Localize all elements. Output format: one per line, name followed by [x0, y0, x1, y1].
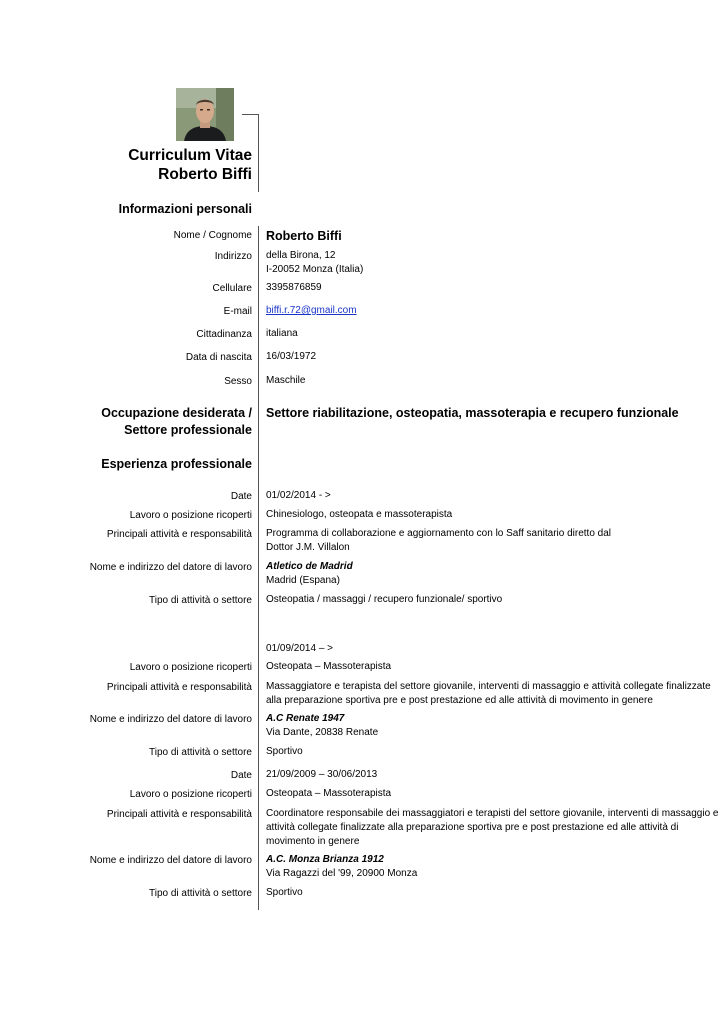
email-link[interactable]: biffi.r.72@gmail.com	[266, 305, 357, 316]
label-date: Date	[230, 770, 252, 781]
entry-position: Osteopata – Massoterapista	[266, 788, 392, 799]
entry-position: Chinesiologo, osteopata e massoterapista	[266, 509, 453, 520]
entry-employer-address: Via Ragazzi del '99, 20900 Monza	[266, 868, 418, 879]
entry-employer-name: A.C Renate 1947	[266, 713, 345, 724]
entry-type: Sportivo	[266, 746, 303, 757]
value-email	[266, 304, 357, 318]
entry-employer-name: Atletico de Madrid	[266, 561, 353, 572]
value-occupation: Settore riabilitazione, osteopatia, massoterapia e recupero funzionale	[266, 406, 679, 420]
label-position: Lavoro o posizione ricoperti	[129, 662, 252, 673]
label-name: Nome / Cognome	[173, 230, 252, 241]
section-experience: Esperienza professionale	[101, 457, 252, 471]
label-email: E-mail	[223, 306, 252, 317]
cv-name: Roberto Biffi	[158, 166, 252, 183]
label-activities: Principali attività e responsabilità	[106, 682, 252, 693]
value-phone: 3395876859	[266, 282, 322, 293]
label-occupation-line1: Occupazione desiderata /	[101, 406, 252, 420]
entry-date: 01/02/2014 - >	[266, 490, 331, 501]
entry-activities-line: Massaggiatore e terapista del settore giovanile, interventi di massaggio e attività collegate finalizzate	[266, 681, 711, 692]
entry-employer-address: Madrid (Espana)	[266, 575, 340, 586]
entry-type: Osteopatia / massaggi / recupero funzionale/ sportivo	[266, 594, 503, 605]
label-employer: Nome e indirizzo del datore di lavoro	[89, 855, 252, 866]
label-type: Tipo di attività o settore	[148, 595, 252, 606]
profile-photo	[176, 88, 234, 141]
label-citizenship: Cittadinanza	[196, 329, 252, 340]
label-type: Tipo di attività o settore	[148, 888, 252, 899]
label-type: Tipo di attività o settore	[148, 747, 252, 758]
label-position: Lavoro o posizione ricoperti	[129, 789, 252, 800]
label-phone: Cellulare	[212, 283, 252, 294]
label-employer: Nome e indirizzo del datore di lavoro	[89, 714, 252, 725]
entry-activities-line: Programma di collaborazione e aggiornamento con lo Saff sanitario diretto dal	[266, 528, 612, 539]
entry-date: 21/09/2009 – 30/06/2013	[266, 769, 378, 780]
entry-type: Sportivo	[266, 887, 303, 898]
entry-activities-line: Dottor J.M. Villalon	[266, 542, 350, 553]
label-address: Indirizzo	[214, 251, 252, 262]
entry-position: Osteopata – Massoterapista	[266, 661, 392, 672]
label-position: Lavoro o posizione ricoperti	[129, 510, 252, 521]
label-birth-date: Data di nascita	[185, 352, 252, 363]
value-name: Roberto Biffi	[266, 229, 342, 243]
label-sex: Sesso	[224, 376, 252, 387]
label-activities: Principali attività e responsabilità	[106, 809, 252, 820]
value-birth-date: 16/03/1972	[266, 351, 317, 362]
entry-activities-line: alla preparazione sportiva pre e post prestazione ed alle attività di movimento in genere	[266, 695, 653, 706]
value-address-line2: I-20052 Monza (Italia)	[266, 264, 364, 275]
person-portrait-icon	[176, 88, 234, 141]
label-activities: Principali attività e responsabilità	[106, 529, 252, 540]
label-employer: Nome e indirizzo del datore di lavoro	[89, 562, 252, 573]
entry-date: 01/09/2014 – >	[266, 643, 334, 654]
vertical-divider-main	[258, 226, 259, 910]
entry-activities-line: movimento in genere	[266, 836, 360, 847]
entry-activities-line: Coordinatore responsabile dei massaggiatori e terapisti del settore giovanile, interventi di massaggio e	[266, 808, 719, 819]
label-date: Date	[230, 491, 252, 502]
corner-divider	[242, 114, 258, 115]
section-personal-info: Informazioni personali	[118, 202, 252, 216]
entry-activities-line: attività collegate finalizzate alla preparazione sportiva pre e post prestazione ed alle attività di	[266, 822, 679, 833]
value-sex: Maschile	[266, 375, 306, 386]
value-address-line1: della Birona, 12	[266, 250, 336, 261]
entry-employer-name: A.C. Monza Brianza 1912	[266, 854, 384, 865]
label-occupation-line2: Settore professionale	[124, 423, 252, 437]
value-citizenship: italiana	[266, 328, 298, 339]
cv-title: Curriculum Vitae	[128, 147, 252, 164]
entry-employer-address: Via Dante, 20838 Renate	[266, 727, 379, 738]
vertical-divider-top	[258, 114, 259, 192]
